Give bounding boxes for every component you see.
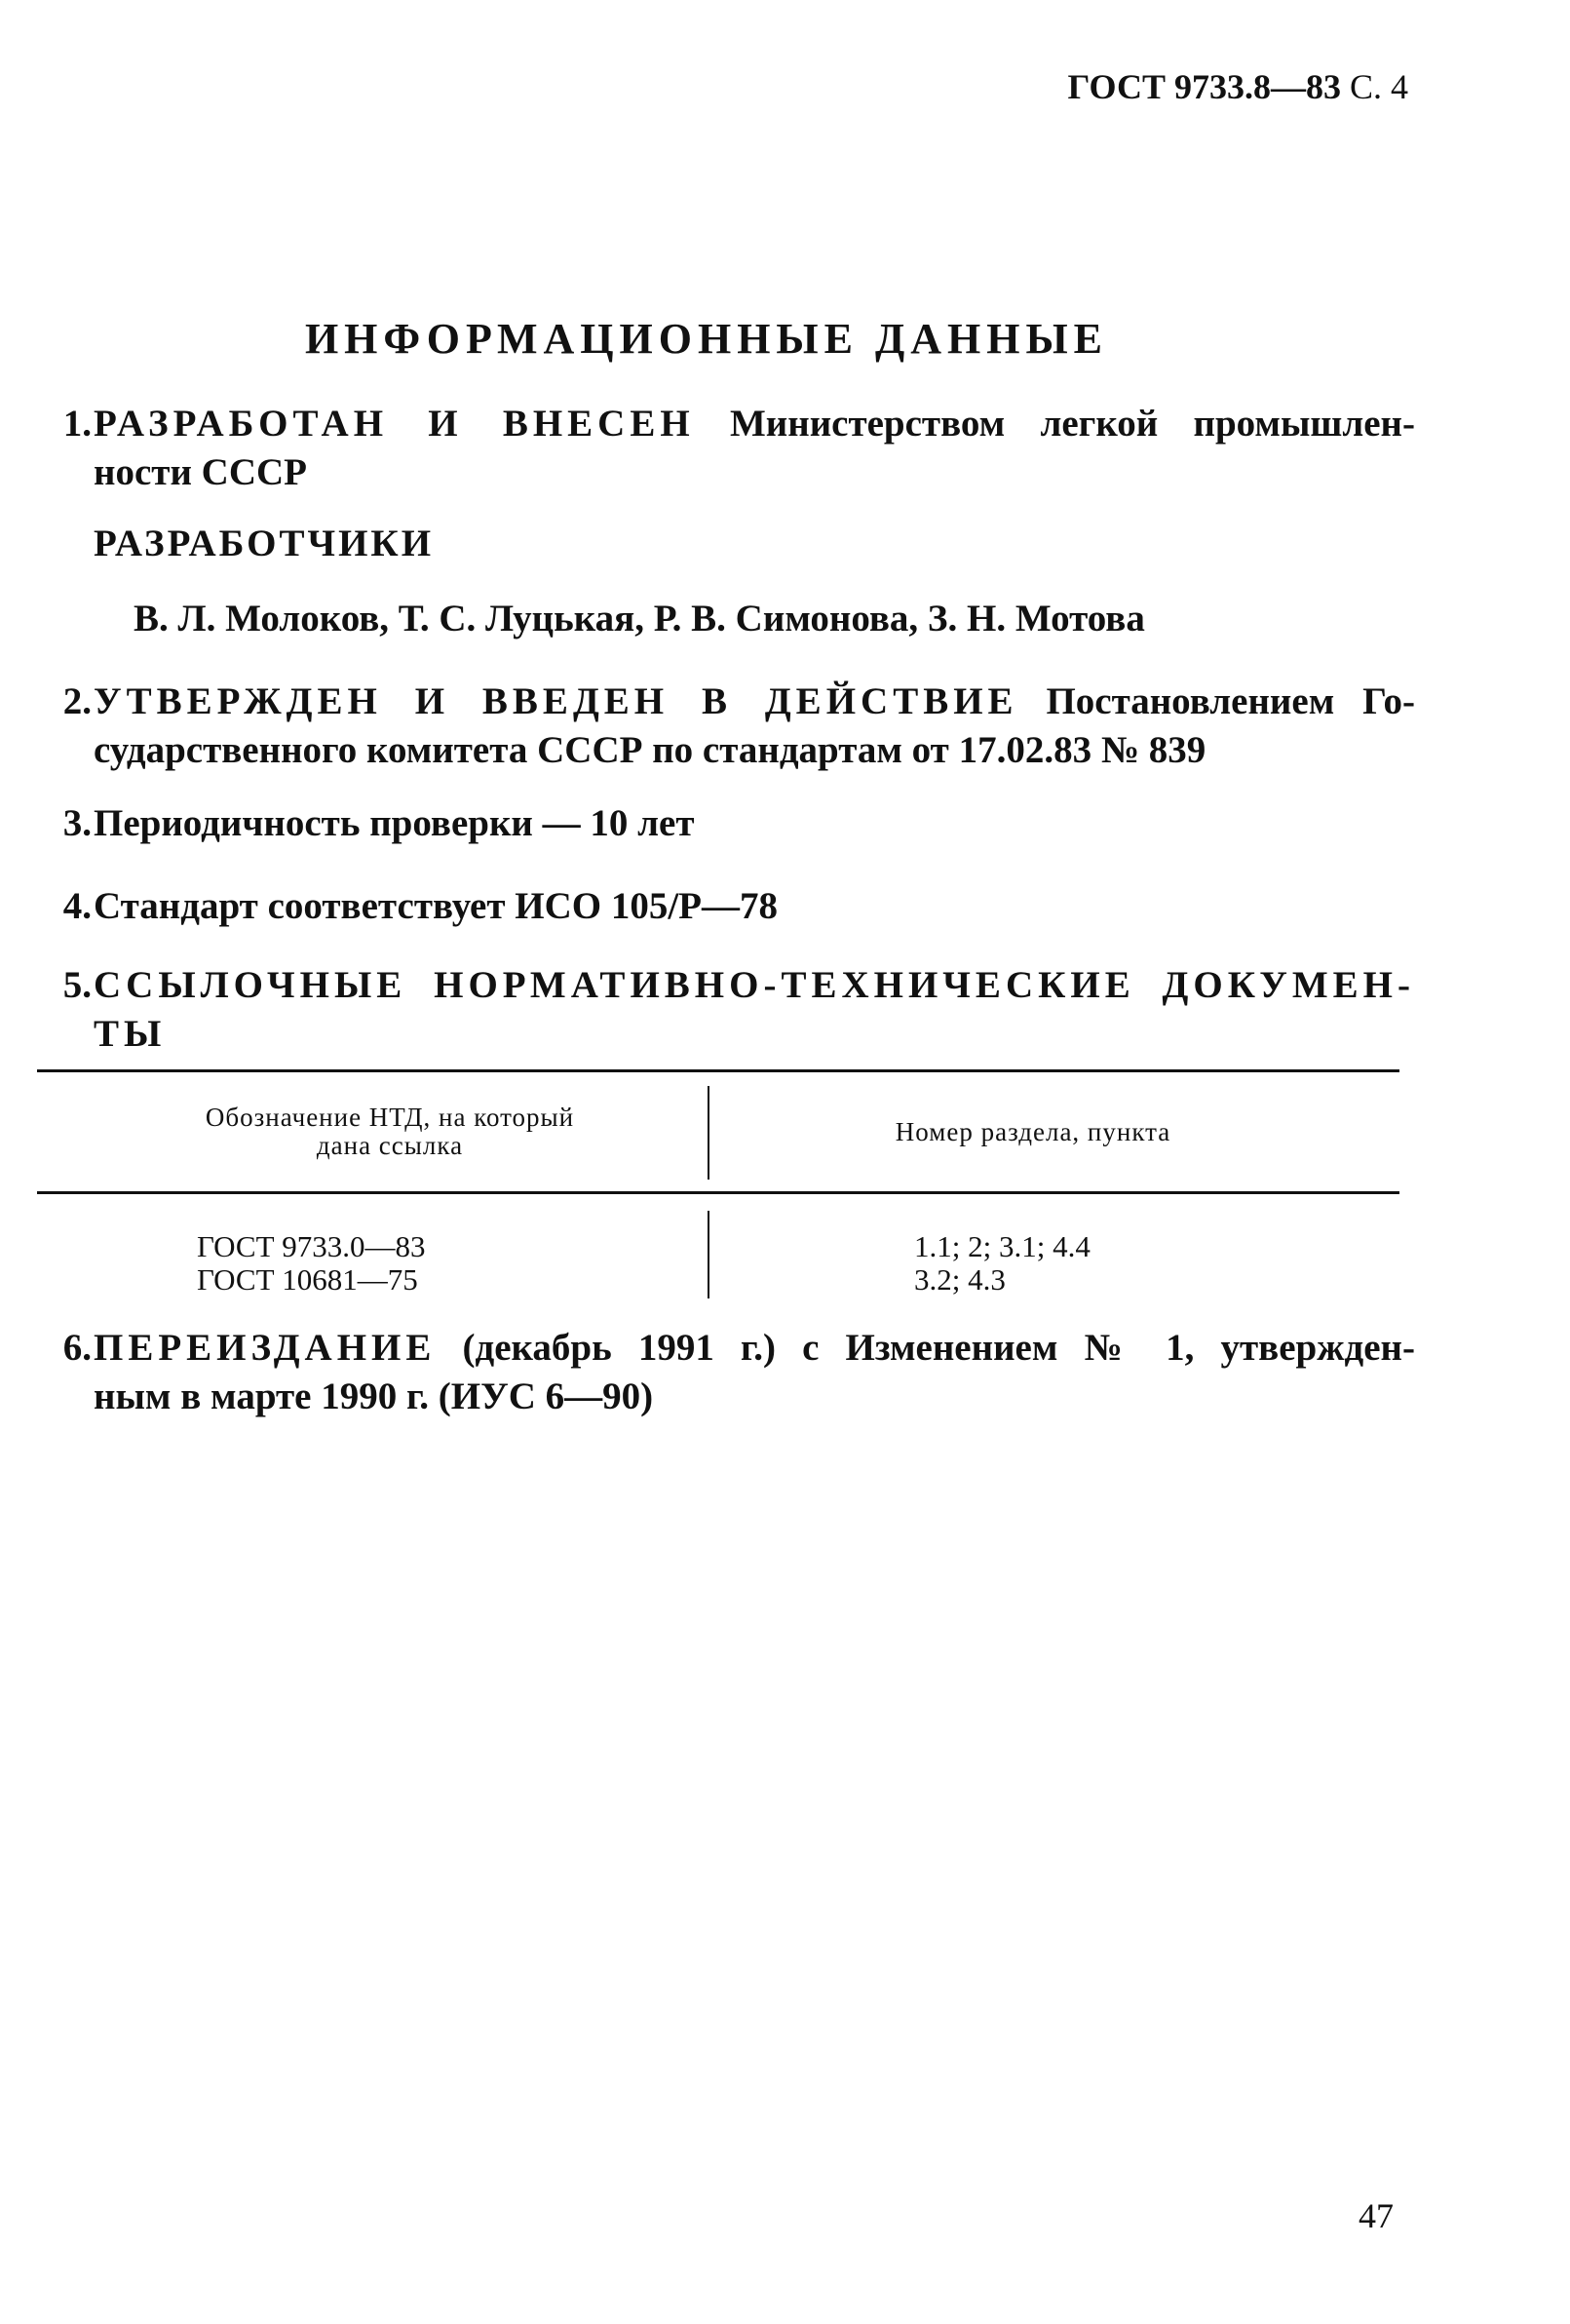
item-number: 4. [62,885,92,927]
item-line [94,678,1415,726]
page-number: 47 [1359,2196,1394,2235]
page-title: ИНФОРМАЦИОННЫЕ ДАННЫЕ [304,315,1109,363]
item-number: 2. [62,680,92,722]
table-cell-document: ГОСТ 9733.0—83 [197,1229,426,1263]
item-continuation: ности СССР [94,451,307,493]
table-top-rule [37,1069,1399,1072]
page-reference: С. 4 [1349,67,1408,106]
item-line [94,400,1415,448]
item-text: Стандарт соответствует ИСО 105/Р—78 [94,885,778,927]
table-column-divider [708,1211,709,1298]
item-lead: ПЕРЕИЗДАНИЕ [94,1327,437,1369]
info-item-3 [39,799,1415,848]
developers-names: В. Л. Молоков, Т. С. Луцькая, Р. В. Симонова, З. Н. Мотова [134,598,1145,639]
item-continuation: сударственного комитета СССР по стандартам от 17.02.83 № 839 [94,729,1206,771]
table-header-section: Номер раздела, пункта [895,1117,1171,1146]
info-item-1 [39,400,1415,497]
table-column-divider [708,1086,709,1180]
info-item-2 [39,678,1415,775]
item-continuation: ТЫ [94,1013,167,1055]
developers-heading: РАЗРАБОТЧИКИ [94,523,435,564]
item-number: 5. [62,964,92,1006]
info-item-5 [39,961,1415,1059]
running-header [975,66,1408,107]
header-line: Обозначение НТД, на который [205,1103,575,1132]
info-item-4 [39,882,1415,931]
standard-code: ГОСТ 9733.8—83 [1067,67,1341,106]
item-text: Периодичность проверки — 10 лет [94,802,695,844]
item-line [94,1324,1415,1373]
item-text: Постановлением Го- [1046,680,1415,722]
table-cell-sections: 1.1; 2; 3.1; 4.4 [914,1229,1091,1263]
item-heading: ССЫЛОЧНЫЕ НОРМАТИВНО-ТЕХНИЧЕСКИЕ ДОКУМЕН- [94,964,1415,1006]
table-header-document [117,1104,663,1160]
table-cell-document: ГОСТ 10681—75 [197,1262,418,1297]
item-text: (декабрь 1991 г.) с Изменением № 1, утвержден- [462,1327,1415,1369]
item-continuation: ным в марте 1990 г. (ИУС 6—90) [94,1375,654,1417]
item-number: 1. [62,403,92,445]
item-lead: УТВЕРЖДЕН И ВВЕДЕН В ДЕЙСТВИЕ [94,680,1018,722]
item-number: 6. [62,1327,92,1369]
item-number: 3. [62,802,92,844]
item-lead: РАЗРАБОТАН И ВНЕСЕН [94,403,695,445]
item-text: Министерством легкой промышлен- [729,403,1416,445]
header-line: дана ссылка [316,1131,464,1160]
table-cell-sections: 3.2; 4.3 [914,1262,1006,1297]
table-header-rule [37,1191,1399,1194]
info-item-6 [39,1324,1415,1421]
